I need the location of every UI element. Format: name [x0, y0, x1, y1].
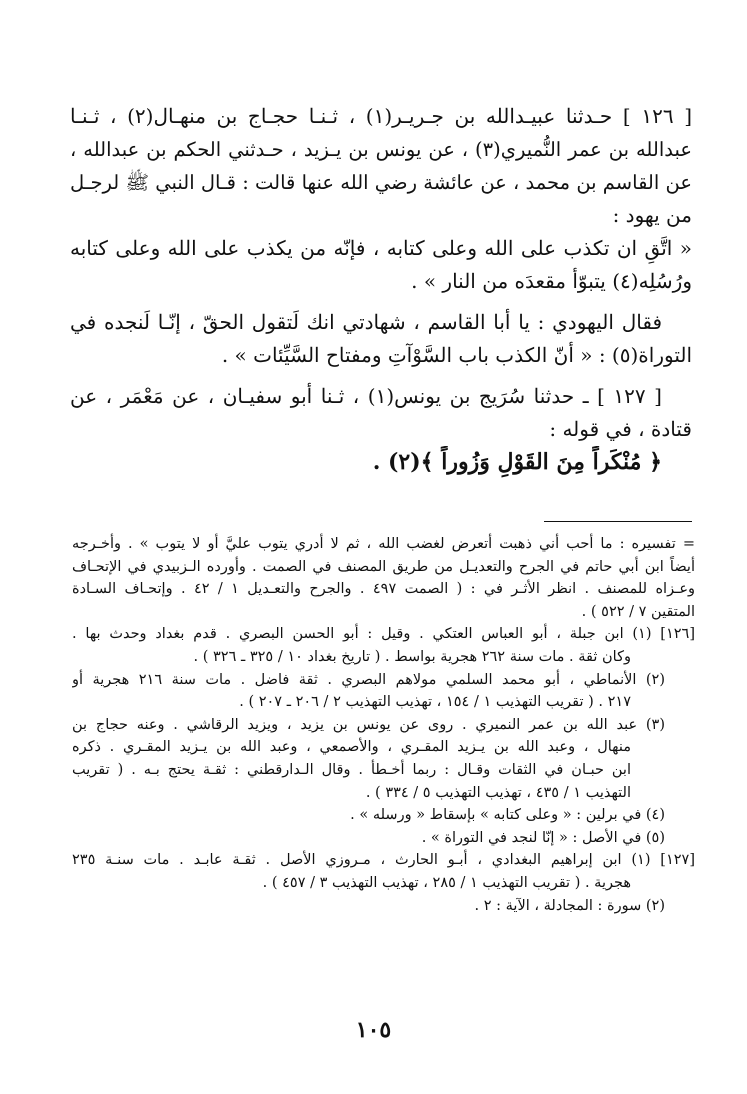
footnote-line: (٢) الأنماطي ، أبو محمد السلمي مولاهم البصري . ثقة فاضل . مات سنة ٢١٦ هجرية أو	[72, 671, 665, 688]
main-line: عبدالله بن عمر النُّميري(٣) ، عن يونس بن يـزيد ، حـدثني الحكم بن عبدالله ،	[70, 138, 692, 161]
footnote-divider	[544, 521, 692, 522]
main-line: [ ١٢٦ ] حـدثنا عبيـدالله بن جـريـر(١) ، ثـنـا حجـاج بن منهـال(٢) ، ثـنـا	[70, 104, 692, 128]
hadith-quote-line: « اتَّقِ ان تكذب على الله وعلى كتابه ، فإنّه من يكذب على الله وعلى كتابه	[70, 236, 692, 260]
footnote-line: [١٢٦] (١) ابن جبلة ، أبو العباس العتكي . وقيل : أبو الحسن البصري . قدم بغداد وحدث بها .	[72, 626, 695, 643]
footnote-line: وكان ثقة . مات سنة ٢٦٢ هجرية بواسط . ( تاريخ بغداد ١٠ / ٣٢٥ ـ ٣٢٦ ) .	[193, 648, 631, 665]
footnote-line: وعـزاه للمصنف . انظر الأثـر في : ( الصمت ٤٩٧ . والجرح والتعـديل ١ / ٤٢ . وإتحـاف السـادة	[72, 581, 695, 598]
main-line: من يهود :	[612, 203, 692, 227]
main-line: قتادة ، في قوله :	[549, 417, 692, 441]
footnote-line: منهال ، وعبد الله بن يـزيد المقـري ، والأصمعي ، وعبد الله بن يـزيد المقـري . ذكره	[72, 739, 631, 756]
footnote-line: المتقين ٧ / ٥٢٢ ) .	[581, 603, 695, 620]
footnotes	[72, 533, 695, 917]
footnote-line: ٢١٧ . ( تقريب التهذيب ١ / ١٥٤ ، تهذيب التهذيب ٢ / ٢٠٦ ـ ٢٠٧ ) .	[239, 694, 631, 711]
footnote-line: (٥) في الأصل : « إنّا لنجد في التوراة » .	[421, 829, 665, 846]
main-line: عن القاسم بن محمد ، عن عائشة رضي الله عنها قالت : قـال النبي ﷺ لرجـل	[70, 171, 692, 194]
footnote-line: (٣) عبد الله بن عمر النميري . روى عن يونس بن يزيد ، ويزيد الرقاشي . وعنه حجاج بن	[72, 716, 665, 733]
footnote-line: هجرية . ( تقريب التهذيب ١ / ٢٨٥ ، تهذيب التهذيب ٣ / ٤٥٧ ) .	[262, 874, 631, 891]
footnote-line: التهذيب ١ / ٤٣٥ ، تهذيب التهذيب ٥ / ٣٣٤ ) .	[365, 784, 631, 801]
main-text	[70, 100, 692, 479]
page-number: ١٠٥	[355, 1017, 392, 1043]
footnote-line: (٢) سورة : المجادلة ، الآية : ٢ .	[474, 897, 665, 914]
footnote-line: ابن حبـان في الثقات وقـال : ربما أخـطأ . وقال الـدارقطني : ثقـة يحتج بـه . ( تقريب	[72, 761, 631, 778]
main-line: التوراة(٥) : « أنّ الكذب باب السَّوْآتِ ومفتاح السَّيِّئات » .	[221, 343, 692, 367]
footnote-line: [١٢٧] (١) ابن إبراهيم البغدادي ، أبـو الحارث ، مـروزي الأصل . ثقـة عابـد . مات سنـة ٢٣٥	[72, 852, 695, 869]
main-line: فقال اليهودي : يا أبا القاسم ، شهادتي انك لَتقول الحقّ ، إنّـا لَنجده في	[70, 310, 662, 334]
main-line: [ ١٢٧ ] ـ حدثنا سُرَيج بن يونس(١) ، ثـنا أبو سفيـان ، عن مَعْمَر ، عن	[70, 384, 662, 408]
footnote-line: (٤) في برلين : « وعلى كتابه » بإسقاط « ورسله » .	[350, 807, 665, 824]
footnote-line: = تفسيره : ما أحب أني ذهبت أتعرض لغضب الله ، ثم لا أدري يتوب عليَّ أو لا يتوب » . وأخـرجه	[72, 536, 695, 552]
footnote-line: أيضاً ابن أبي حاتم في الجرح والتعديـل من طريق المصنف في الصمت . وأورده الـزبيدي في الإتحـاف	[72, 558, 695, 575]
quran-verse: ﴿ مُنْكَراً مِنَ القَوْلِ وَزُوراً ﴾(٢) .	[372, 449, 662, 475]
hadith-quote-line: ورُسُلِه(٤) يتبوّأ مقعدَه من النار » .	[411, 269, 692, 293]
